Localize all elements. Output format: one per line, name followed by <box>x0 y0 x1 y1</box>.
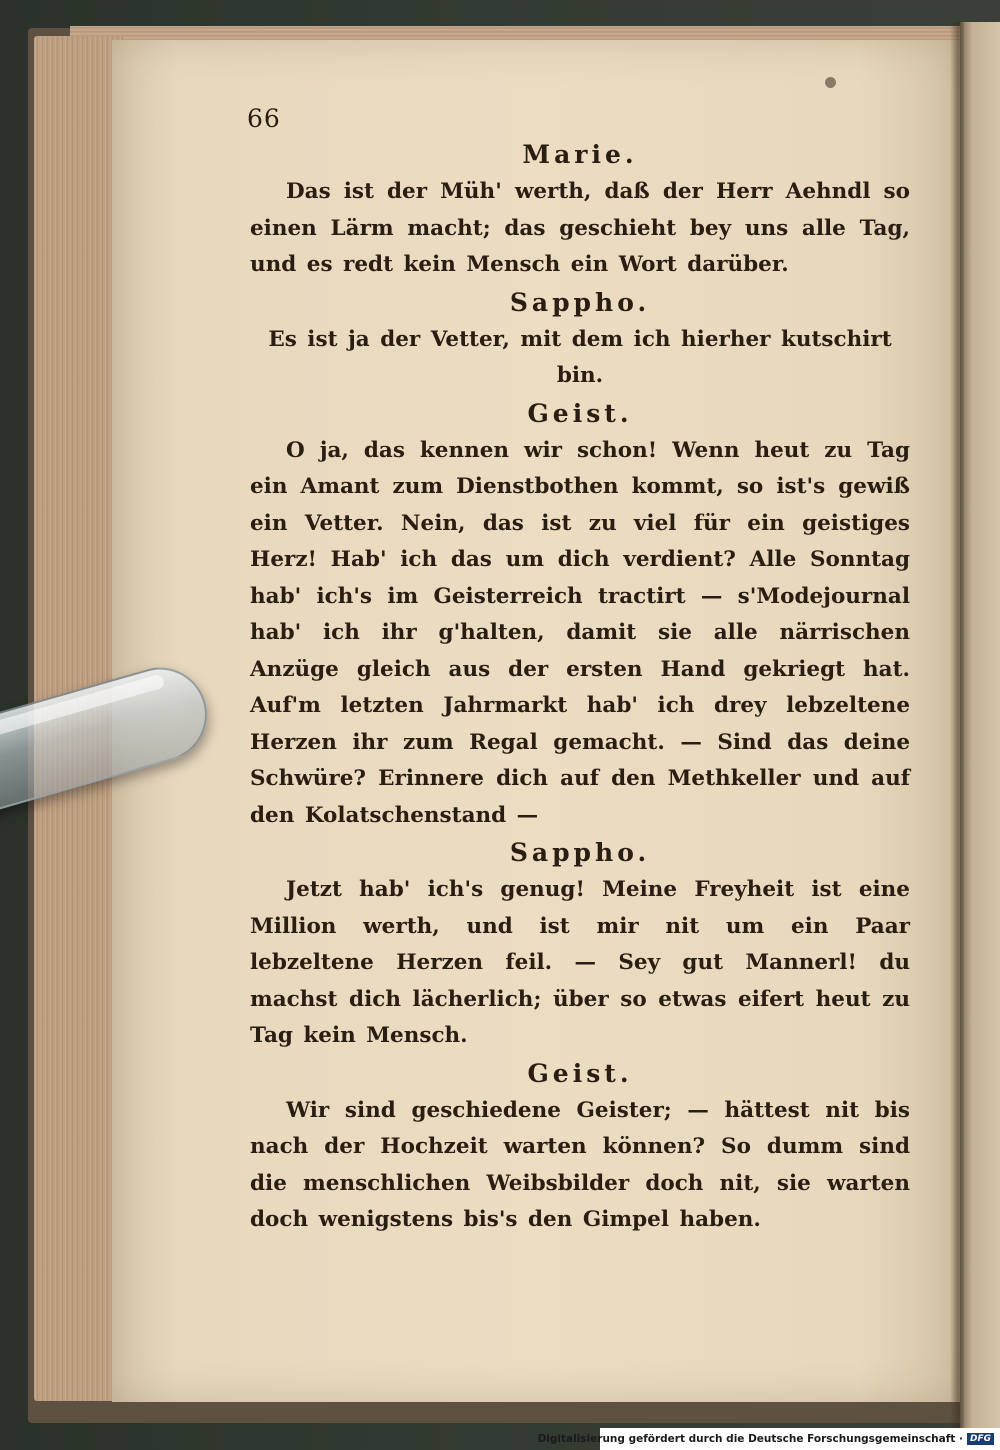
dfg-logo-icon: DFG <box>967 1433 994 1445</box>
speaker-heading-sappho: Sappho. <box>509 287 651 317</box>
paragraph-geist: O ja, das kennen wir schon! Wenn heut zu Tag ein Amant zum Dienstbothen kommt, so ist's gewiß ein Vetter. Nein, das ist zu viel für ein geistiges Herz! Hab' ich das um dich verdient? Alle Sonntag hab' ich's im Geisterreich tractirt — s'Modejournal hab' ich ihr g'halten, damit sie alle närrischen Anzüge gleich aus der ersten Hand gekriegt hat. Auf'm letzten Jahrmarkt hab' ich drey lebzeltene Herzen ihr zum Regal gemacht. — Sind das deine Schwüre? Erinnere dich auf den Methkeller und auf den Kolatschenstand — <box>250 437 910 828</box>
speaker-heading-geist-2: Geist. <box>527 1058 633 1088</box>
paragraph-marie: Das ist der Müh' werth, daß der Herr Aehndl so einen Lärm macht; das geschieht bey uns alle Tag, und es redt kein Mensch ein Wort darüber. <box>250 179 910 277</box>
speaker-heading-marie: Marie. <box>522 140 638 169</box>
paragraph-sappho-2: Jetzt hab' ich's genug! Meine Freyheit ist eine Million werth, und ist mir nit um ein Paar lebzeltene Herzen feil. — Sey gut Mannerl! du machst dich lächerlich; über so etwas eifert heut zu Tag kein Mensch. <box>250 877 910 1048</box>
digitization-footer <box>537 1428 1000 1450</box>
footer-text: Digitalisierung gefördert durch die Deutsche Forschungsgemeinschaft · <box>537 1433 963 1445</box>
page-number: 66 <box>247 104 281 133</box>
paper-stain <box>825 77 836 88</box>
facing-page-edge <box>960 22 1000 1432</box>
book-gutter <box>950 22 964 1432</box>
paragraph-geist-2: Wir sind geschiedene Geister; — hättest nit bis nach der Hochzeit warten können? So dumm sind die menschlichen Weibsbilder doch nit, sie warten doch wenigstens bis's den Gimpel haben. <box>250 1097 910 1232</box>
speaker-heading-geist: Geist. <box>527 398 633 428</box>
paragraph-sappho: Es ist ja der Vetter, mit dem ich hierher kutschirt bin. <box>268 326 892 388</box>
speaker-heading-sappho-2: Sappho. <box>509 838 651 867</box>
page-text <box>250 96 910 1239</box>
